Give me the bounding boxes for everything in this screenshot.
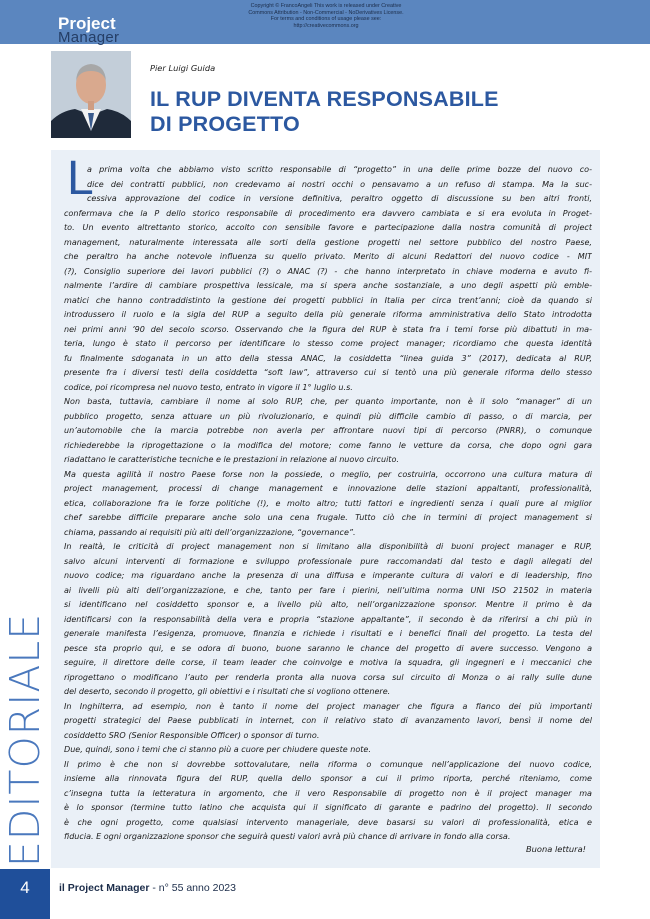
text-line-content: a prima volta che abbiamo visto scritto responsabile di “progetto” in una delle prime bozze del nuovo co- [87,165,592,174]
text-line [64,250,592,265]
text-line [64,627,592,642]
text-line [64,598,592,613]
text-line [64,787,592,802]
text-line [64,569,592,584]
text-line [64,540,592,555]
text-line-content: to. Un evento altrettanto storico, accolto con sensibile favore e partecipazione dalla nostra comunità di project [64,223,592,232]
text-line-content: insieme alla rinnovata figura del RUP, quella dello sponsor a cui il primo riporta, perché riteniamo, come [64,774,592,783]
text-line-content: identificarsi con la responsabilità della vera e propria “stazione appaltante”, il secondo è da riferirsi a chi più in [64,614,592,624]
closing-line: Buona lettura! [525,844,586,854]
text-line [64,497,592,512]
issue-info: - n° 55 anno 2023 [149,882,236,894]
text-line [64,468,592,483]
text-line [64,830,592,845]
page-number: 4 [20,878,30,897]
text-line [64,482,592,497]
text-line [64,323,592,338]
text-line-content: Due, quindi, sono i temi che ci stanno più a cuore per chiudere queste note. [64,745,371,754]
text-line-content: introdussero il ruolo e la sigla del RUP a seguito della più generale riforma amministrativa dello Stato introdotta [64,310,592,319]
copyright-line: For terms and conditions of usage please see: [270,16,382,23]
text-line-content: generale manifesta l’esigenza, promuove, finanzia e richiede i risultati e i benefici finali del progetto. La testa del [64,629,592,638]
text-line [64,294,592,309]
text-line-content: project management, processi di change management e innovazione delle stazioni appaltanti, professionalità, [64,484,592,493]
text-line-content: c’insegna tutta la letteratura in argomento, che il vero Responsabile di progetto non è il project manager ma [64,788,592,798]
text-line-content: Il primo è che non si dovrebbe sottovalutare, nella riforma o comunque nell’applicazione del nuovo codice, [64,759,592,769]
page-number-bar [0,869,50,919]
text-line-content: cosiddetto SRO (Senior Responsible Officer) o sponsor di turno. [64,730,320,740]
text-line [64,163,592,178]
text-line-content: chiama, passando ai requisiti più alti dell’organizzazione, “governance”. [64,527,356,537]
text-line-content: management, naturalmente interessata alle sorti della gestione progetti nel settore pubblico del nostro Paese, [64,237,592,247]
text-line-content: che peraltro ha anche notevole influenza su quello privato. Merito di alcuni Redattori del nuovo codice - MIT [64,252,592,261]
section-label-text: EDITORIALE [1,612,49,868]
text-line-content: richiederebbe la riprogettazione o la modifica del motore; come fanno le vetture da corsa, che dopo ogni gara [64,440,592,450]
text-line-content: nalmente l’ardire di cambiare prospettiva lessicale, ma si spera anche sostanziale, a uno degli aspetti più emble- [64,281,592,290]
text-line [64,729,592,744]
drop-cap: L [67,152,94,205]
text-line [64,424,592,439]
text-line [64,265,592,280]
text-line [64,337,592,352]
text-line [64,758,592,773]
text-line [64,801,592,816]
article-text [64,163,592,845]
text-line-content: dice dei contratti pubblici, non credevamo ai nostri occhi o pensavamo a un refuso di stampa. Ma la suc- [87,179,592,189]
text-line [64,772,592,787]
text-line [64,366,592,381]
text-line-content: salvo alcuni interventi di formazione e sviluppo professionale pure raccomandati dal testo e dagli allegati del [64,556,592,566]
text-line-content: seguire, il direttore delle corse, il team leader che coinvolge e motiva la squadra, gli ingegneri e i meccanici che [64,658,592,667]
text-line [64,671,592,686]
text-line-content: è che ogni progetto, come qualsiasi intervento manageriale, deve basarsi su valori di professionalità, etica e [64,817,592,827]
text-line [64,410,592,425]
text-line-content: del deserto, secondo il progetto, gli obiettivi e i risultati che si vogliono ottenere. [64,687,391,696]
text-line [64,526,592,541]
section-label [0,612,50,869]
text-line [64,555,592,570]
journal-reference [59,882,236,894]
logo-line1: Project [58,14,116,33]
text-line-content: pubblico progetto, senza attuare un più rivoluzionario, e quindi più difficile cambio di passo, o di marcia, per [64,411,592,421]
text-line-content: riadattano le caratteristiche tecniche e le prestazioni in relazione al nuovo circuito. [64,455,399,464]
text-line-content: cessiva approvazione del codice in versione definitiva, peraltro oggetto di discussione su ben altri fronti, [87,194,592,203]
text-line [64,743,592,758]
text-line [64,685,592,700]
title-line: DI PROGETTO [150,112,300,136]
text-line-content: nuovo codice; ma riguardano anche la presenza di una diffusa e imperante cultura di valori e di leadership, fino [64,571,592,580]
text-line [64,642,592,657]
text-line-content: Ma questa agilità il nostro Paese forse non la possiede, o meglio, per costruirla, occorrono una cultura matura di [64,469,592,479]
text-line [64,279,592,294]
copyright-line: Copyright © FrancoAngeli This work is released under Creative [250,3,402,9]
header-bar [0,0,650,44]
text-line [64,308,592,323]
text-line [64,511,592,526]
text-line-content: fiducia. E ogni organizzazione sponsor che seguirà questi valori avrà più chance di arrivare in fondo alla corsa. [64,832,511,841]
text-line-content: Non basta, tuttavia, cambiare il nome al solo RUP, che, per quanto importante, non è il solo “manager” di un [64,397,592,406]
copyright-line: Commons Attribution - Non-Commercial - NoDerivatives License. [248,9,404,16]
text-line-content: (?), Consiglio superiore dei lavori pubblici (?) o ANAC (?) - che hanno interpretato in chiave moderna e avuto fi- [64,266,592,276]
text-line-content: etica, collaborazione fra le forze politiche (!), e molto altro; tutti fattori e ingredienti senza i quali pure al miglior [64,498,592,508]
text-line-content: ai livelli più alti dell’organizzazione, e che, tanto per fare i pierini, nell’ultima norma UNI ISO 21502 in materia [64,585,592,595]
text-line-content: nei primi anni ’90 del secolo scorso. Osservando che la figura del RUP è stata fra i temi forse più dibattuti in ma- [64,324,592,334]
text-line [64,395,592,410]
text-line-content: si identificano nel cosiddetto sponsor e, a livello più alto, nell’organizzazione sponsor. Mentre il primo è da [64,600,592,609]
title-line: IL RUP DIVENTA RESPONSABILE [150,87,499,111]
text-line-content: In realtà, le criticità di project management non si limitano alla disponibilità di buoni project manager e RUP, [64,542,592,551]
text-line [64,613,592,628]
text-line-content: codice, poi ricompresa nel nuovo testo, entrato in vigore il 1° luglio u.s. [64,382,353,392]
text-line-content: chef sarebbe difficile preparare anche solo una cena frugale. Tutto ciò che in termini di project management si [64,513,592,522]
text-line [64,207,592,222]
journal-name: il Project Manager [59,882,150,894]
author-name: Pier Luigi Guida [150,63,216,73]
journal-logo [58,14,150,44]
text-line [64,178,592,193]
text-line-content: In Inghilterra, ad esempio, non è tanto il nome del project manager che figura a fianco dei più importanti [64,701,592,711]
text-line-content: confermava che la P dello storico responsabile di procedimento era davvero cambiata e si era evoluta in Proget- [64,208,592,218]
page-footer [0,869,650,919]
copyright-line: http://creativecommons.org [293,22,359,29]
text-line [64,453,592,468]
text-line-content: un’automobile che la marcia potrebbe non averla per affrontare nuovi tipi di percorso (PNRR), o comunque [64,426,592,435]
text-line-content: pesce sta proprio qui, e se odora di buono, buone saranno le chance del progetto di avere successo. Vengono a [64,643,592,653]
text-line [64,816,592,831]
text-line [64,352,592,367]
copyright-notice [228,3,424,29]
article-title [150,87,499,137]
text-line-content: matici che hanno contraddistinto la gestione dei progetti pubblici in Italia per circa trent’anni; cioè da quando si [64,295,592,305]
text-line-content: è lo sponsor (termine tutto latino che acquista qui il significato di garante e padrino del progetto). Il secondo [64,803,592,812]
text-line [64,656,592,671]
text-line [64,192,592,207]
text-line-content: fu finalmente sdoganata in un atto della stessa ANAC, la cosiddetta “linea guida 3” (2017), dedicata al RUP, [64,353,592,363]
text-line-content: progetti strategici del Paese pubblicati in internet, con il relativo stato di avanzamento lavori, bensì il nome del [64,716,592,725]
logo-line2: Manager [58,29,120,46]
author-portrait-icon [51,51,131,138]
text-line [64,381,592,396]
text-line [64,584,592,599]
text-line [64,714,592,729]
text-line [64,700,592,715]
text-line-content: presente fra i diversi testi della cosiddetta “soft law”, attraverso cui si tentò una più generale riforma dello stesso [64,368,592,377]
text-line-content: teria, lungo è stato il percorso per identificare lo stesso come project manager; ricordiamo che questa identità [64,339,592,348]
text-line-content: riprogettano o modificano l’auto per renderla pronta alla nuova corsa sul circuito di Monza o ai rally sulle dune [64,672,592,682]
text-line [64,221,592,236]
author-photo [51,51,131,138]
text-line [64,236,592,251]
text-line [64,439,592,454]
